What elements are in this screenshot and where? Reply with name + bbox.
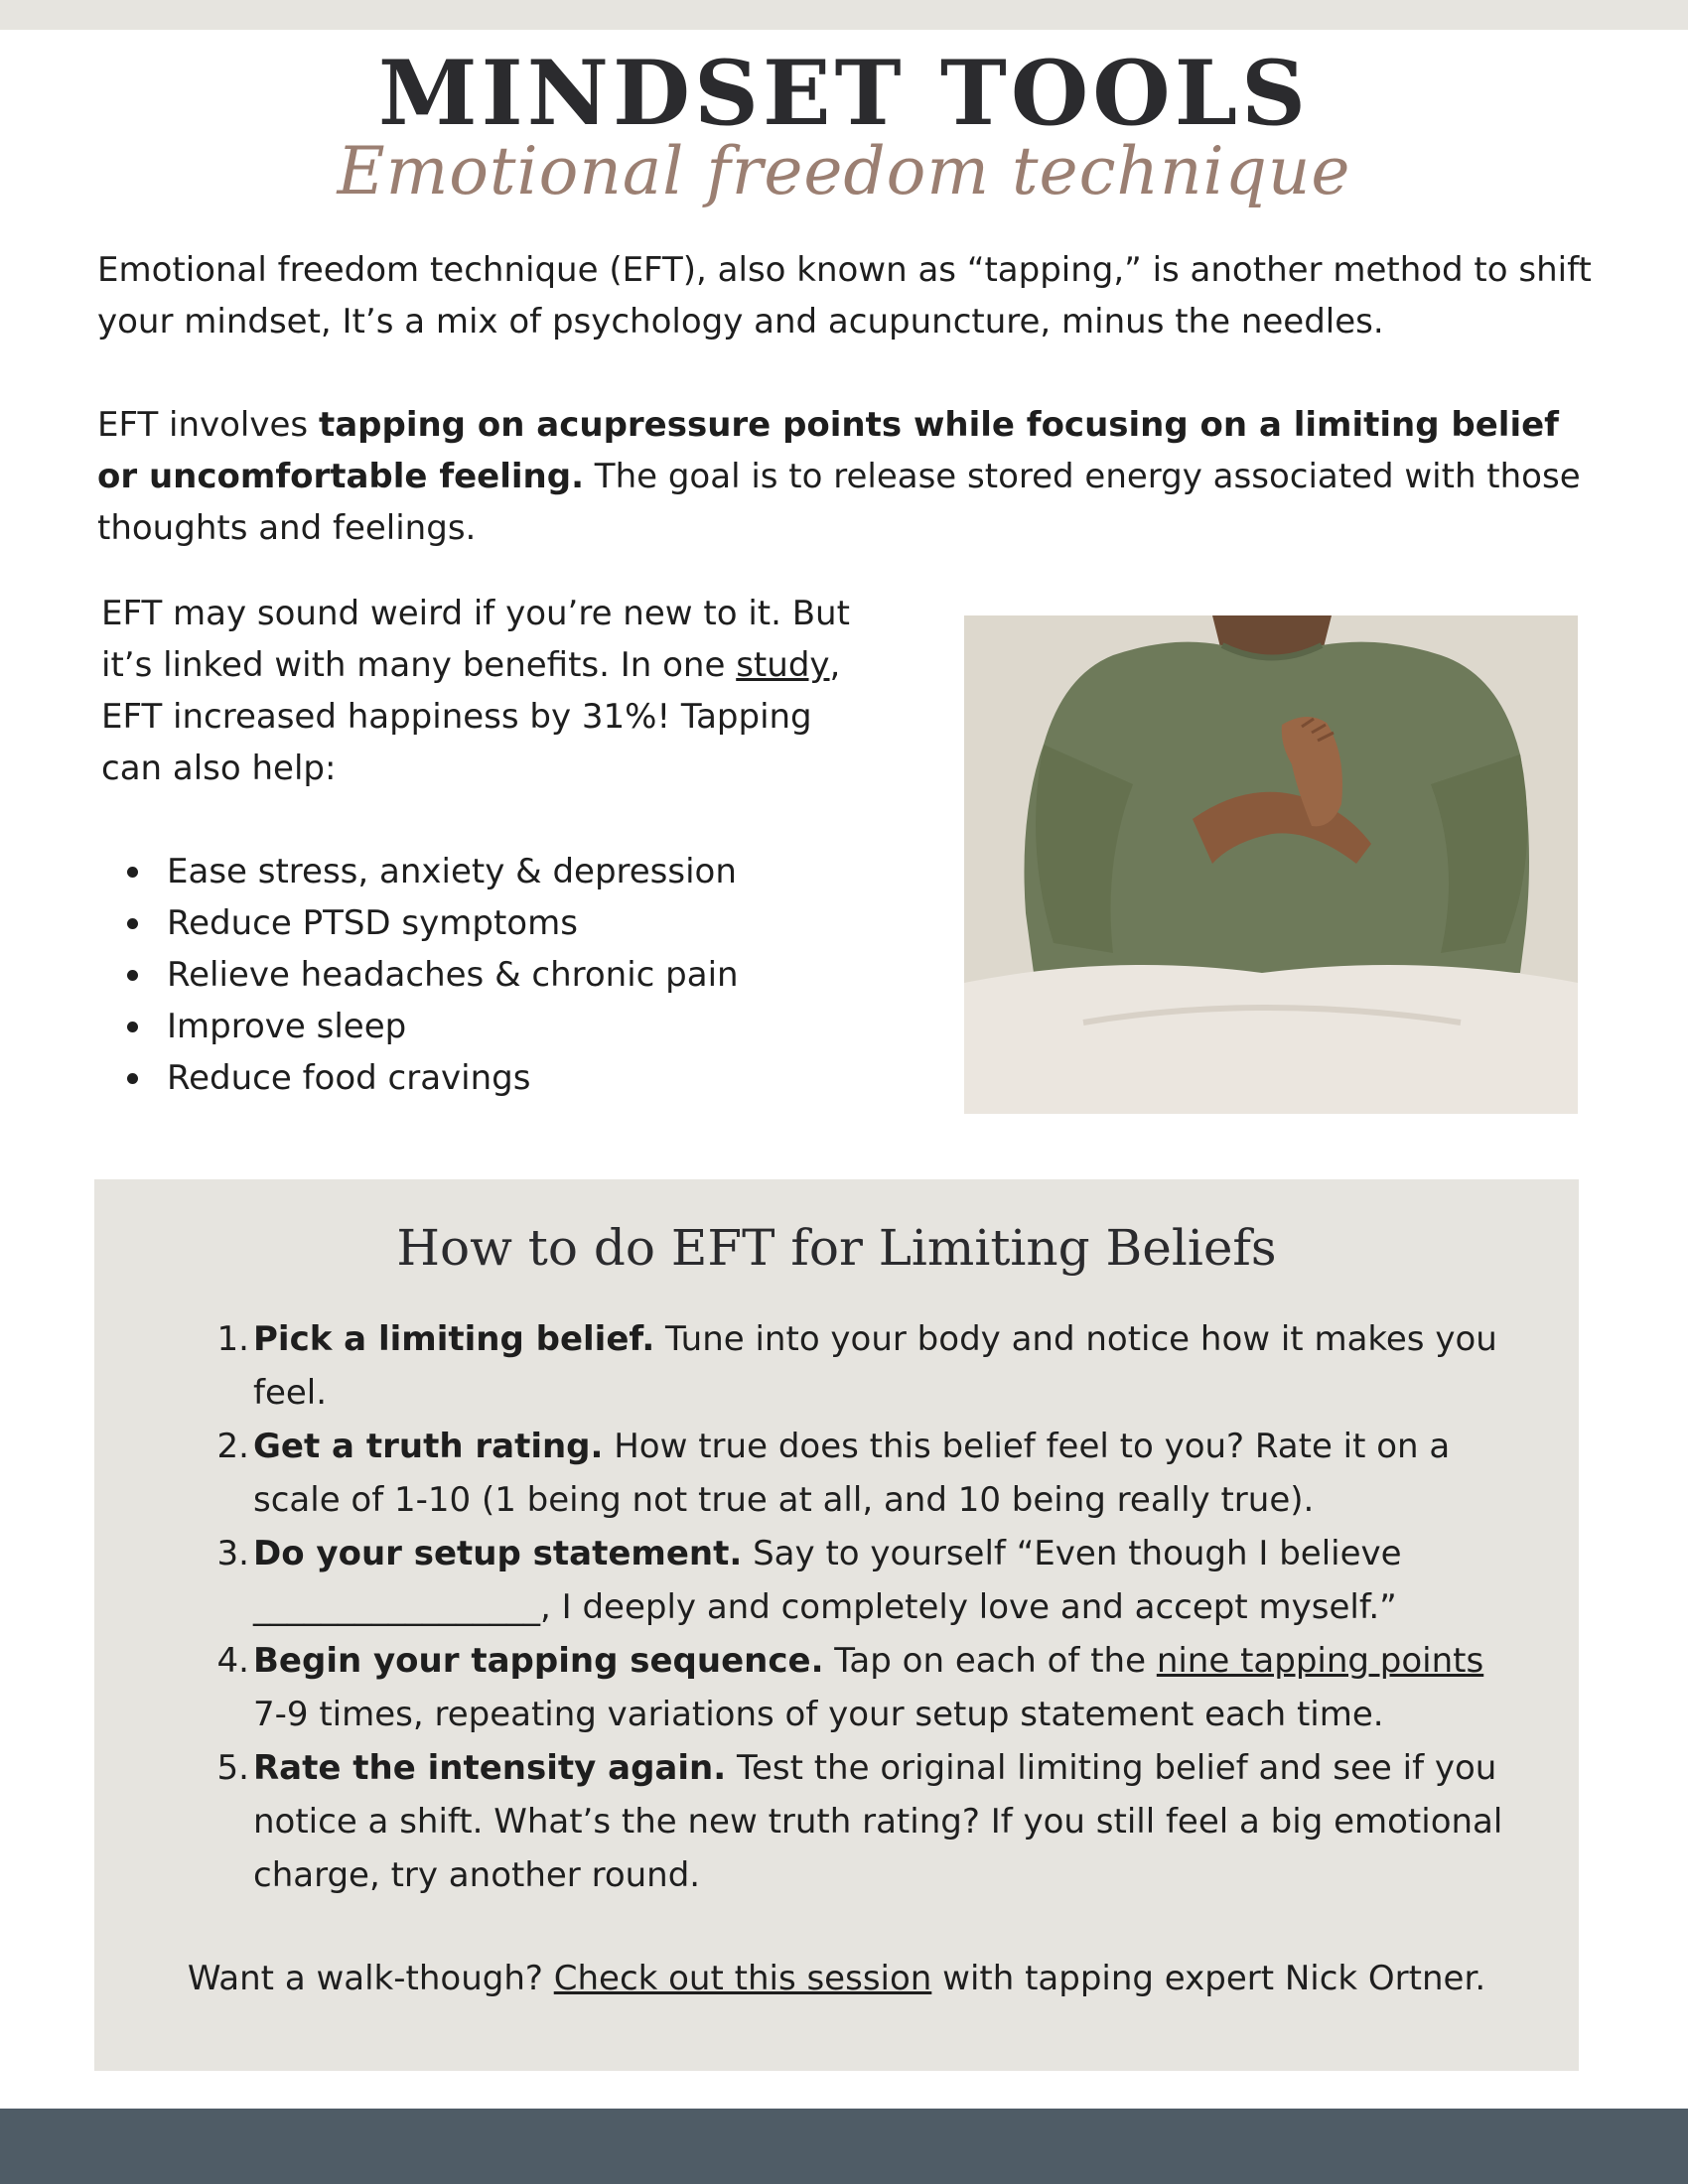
step-heading: Begin your tapping sequence. — [253, 1641, 824, 1681]
session-link[interactable]: Check out this session — [553, 1959, 932, 1998]
footer-band — [0, 2109, 1688, 2184]
step-text: Tap on each of the — [823, 1641, 1157, 1681]
step-text: How true does this belief feel to you? Rate it on a scale of 1-10 (1 being not true at all, and 10 being really true). — [253, 1427, 1451, 1520]
step-text-rest: 7-9 times, repeating variations of your setup statement each time. — [253, 1695, 1384, 1734]
walkthrough-text: Want a walk-though? — [187, 1959, 554, 1998]
step-number: 2. — [216, 1427, 249, 1466]
step-text: Say to yourself “Even though I believe _________________, I deeply and completely love and accept myself.” — [253, 1534, 1402, 1627]
tapping-points-link[interactable]: nine tapping points — [1156, 1641, 1484, 1681]
page-title: MINDSET TOOLS — [378, 41, 1310, 146]
benefits-lead-paragraph — [101, 588, 876, 794]
step-heading: Do your setup statement. — [253, 1534, 743, 1573]
list-item — [174, 1312, 1504, 1420]
eft-description-lead: EFT involves — [97, 405, 319, 445]
list-item — [174, 1527, 1504, 1634]
step-heading: Get a truth rating. — [253, 1427, 604, 1466]
page-subtitle-script: Emotional freedom technique — [337, 133, 1351, 209]
step-heading: Pick a limiting belief. — [253, 1319, 655, 1359]
list-item: Reduce food cravings — [119, 1052, 814, 1104]
step-number: 1. — [216, 1319, 249, 1359]
list-item: Ease stress, anxiety & depression — [119, 846, 814, 897]
list-item: Improve sleep — [119, 1001, 814, 1052]
study-link[interactable]: study — [736, 645, 830, 685]
walkthrough-rest: with tapping expert Nick Ortner. — [931, 1959, 1486, 1998]
list-item: Reduce PTSD symptoms — [119, 897, 814, 949]
step-text: Test the original limiting belief and see if you notice a shift. What’s the new truth rating? If you still feel a big emotional charge, try another round. — [253, 1748, 1503, 1895]
step-heading: Rate the intensity again. — [253, 1748, 727, 1788]
list-item — [174, 1741, 1504, 1902]
benefits-lead-text: EFT may sound weird if you’re new to it. But it’s linked with many benefits. In one — [101, 594, 850, 685]
step-number: 3. — [216, 1534, 249, 1573]
tapping-illustration — [964, 615, 1578, 1114]
list-item — [174, 1420, 1504, 1527]
benefits-lead-rest: , EFT increased happiness by 31%! Tapping can also help: — [101, 645, 841, 788]
benefits-list — [119, 846, 814, 1104]
how-to-section — [94, 1179, 1579, 2071]
step-number: 4. — [216, 1641, 249, 1681]
steps-list — [174, 1312, 1504, 1902]
step-number: 5. — [216, 1748, 249, 1788]
eft-description-paragraph — [97, 399, 1607, 554]
walkthrough-line — [94, 1952, 1579, 2005]
intro-paragraph: Emotional freedom technique (EFT), also known as “tapping,” is another method to shift your mindset, It’s a mix of psychology and acupuncture, minus the needles. — [97, 250, 1592, 341]
tapping-photo — [964, 615, 1578, 1114]
list-item — [174, 1634, 1504, 1741]
how-to-title: How to do EFT for Limiting Beliefs — [396, 1219, 1277, 1277]
list-item: Relieve headaches & chronic pain — [119, 949, 814, 1001]
eft-description-emphasis: tapping on acupressure points while focusing on a limiting belief or uncomfortable feeling. — [97, 405, 1559, 496]
step-text: Tune into your body and notice how it makes you feel. — [253, 1319, 1497, 1413]
eft-description-rest: The goal is to release stored energy associated with those thoughts and feelings. — [97, 457, 1581, 548]
top-band — [0, 0, 1688, 30]
